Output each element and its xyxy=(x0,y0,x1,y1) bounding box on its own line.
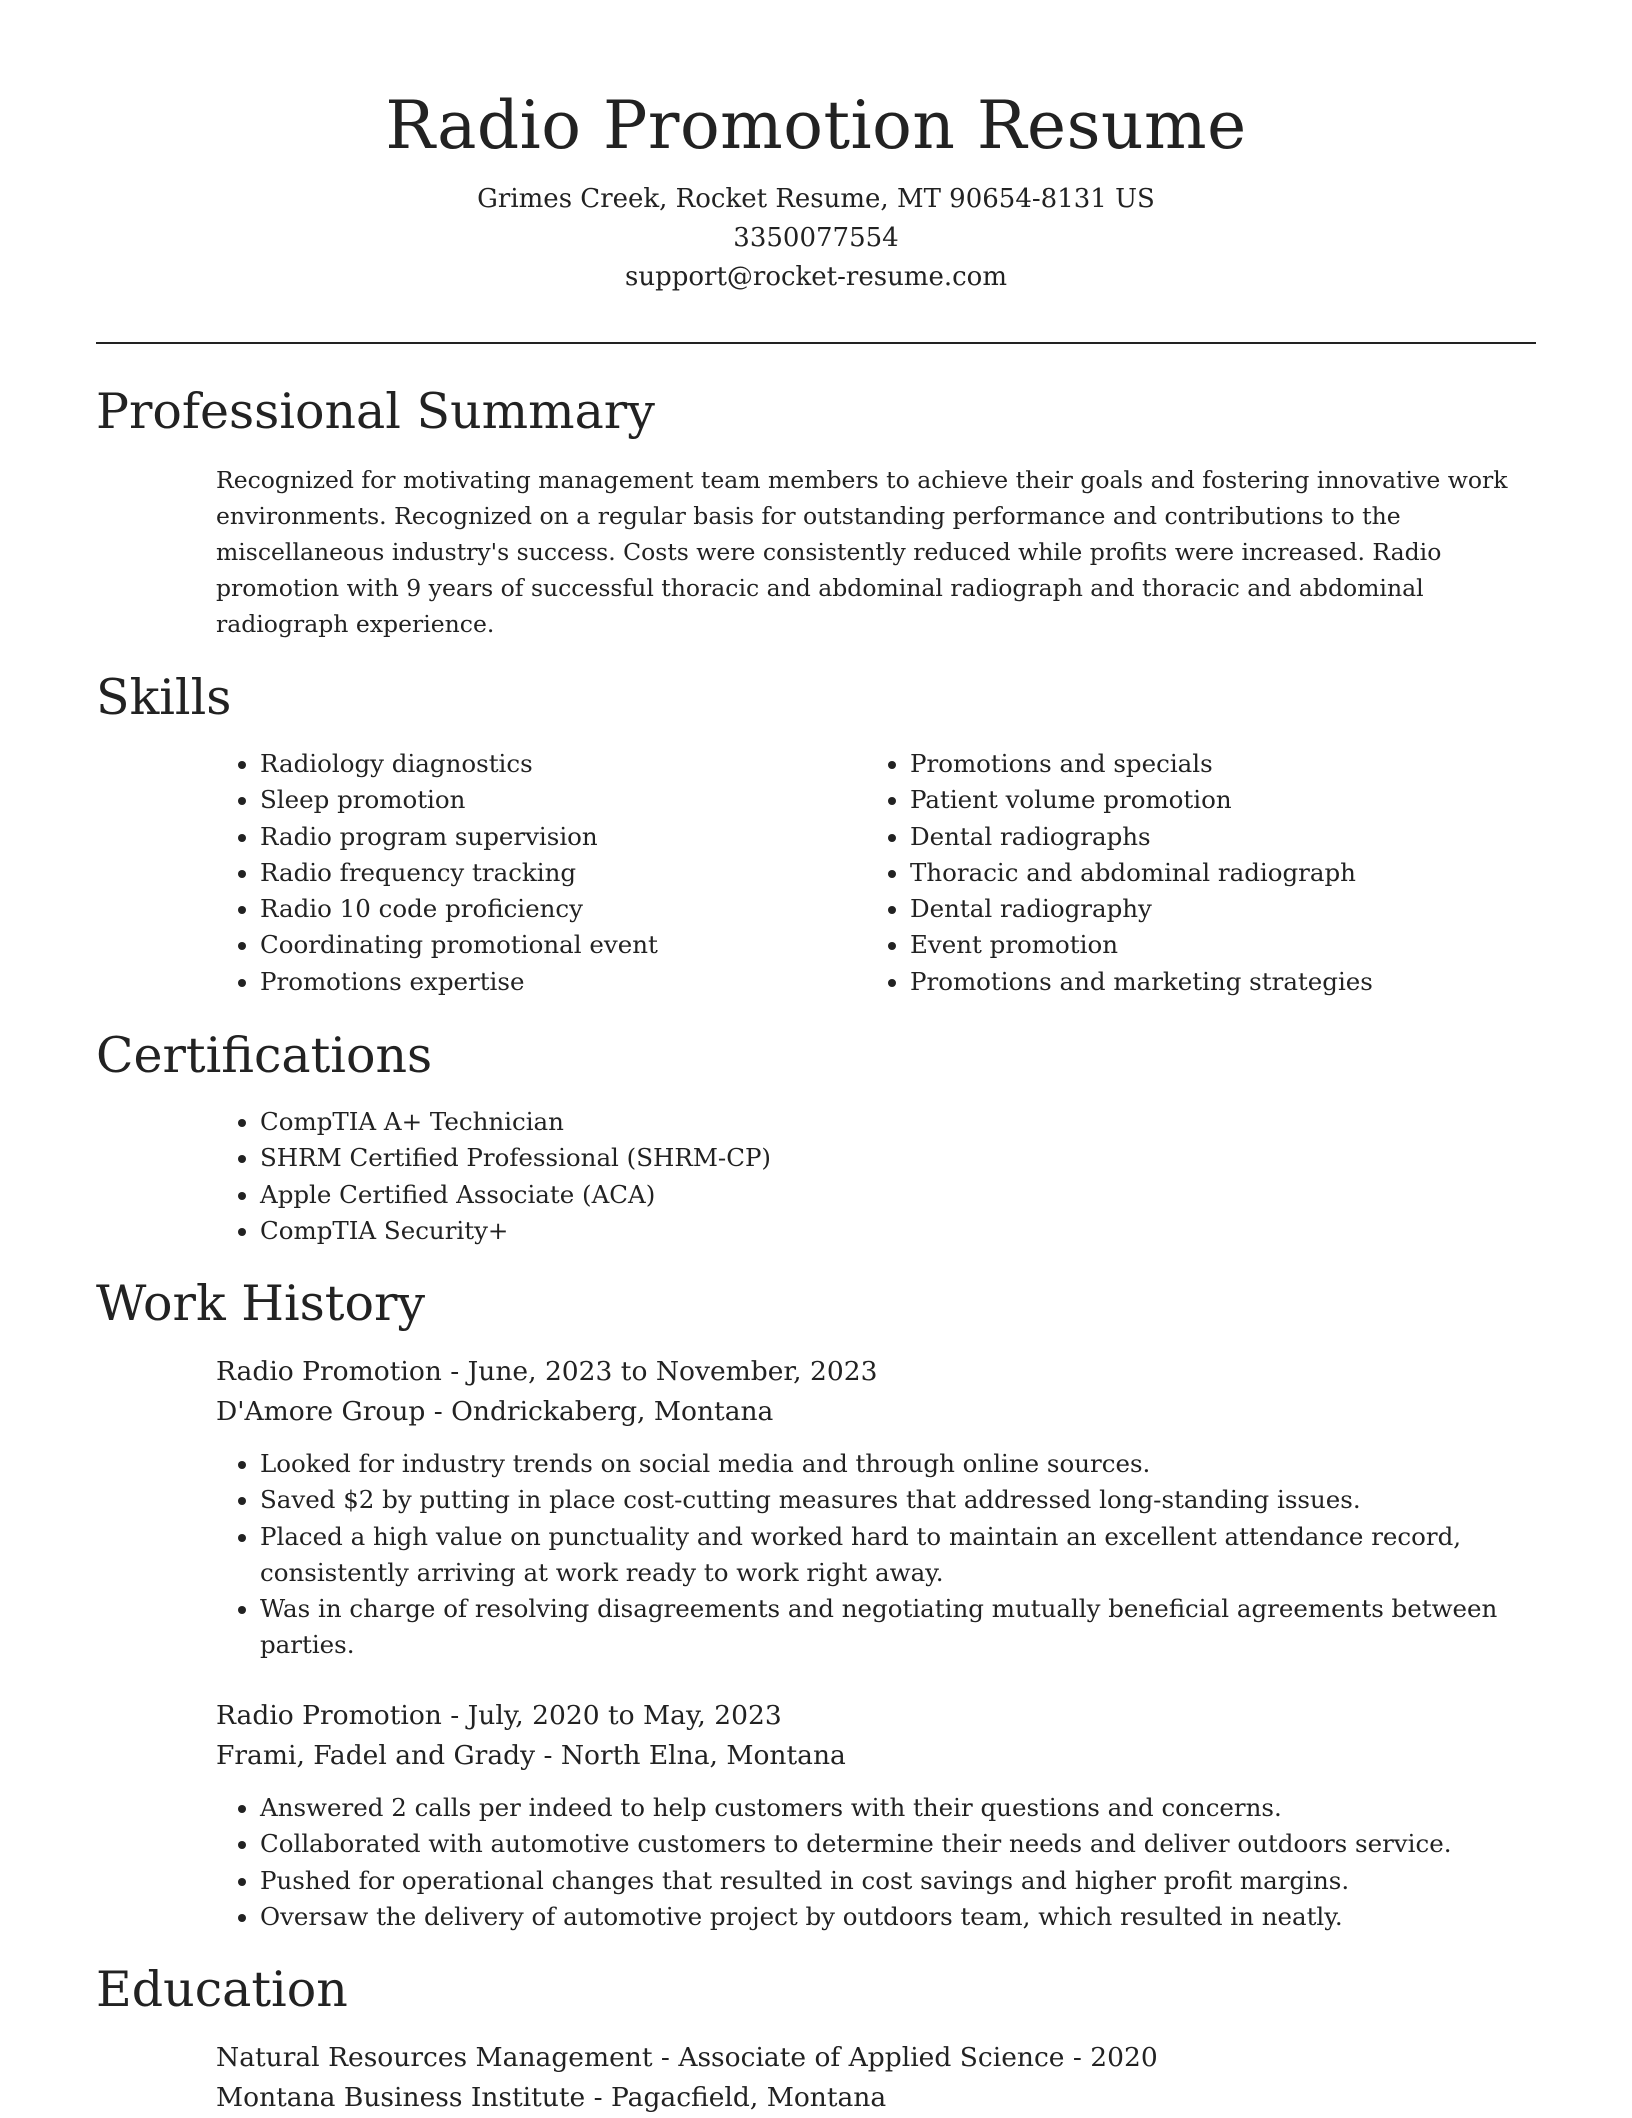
job-responsibilities xyxy=(216,1446,1530,1664)
certifications-list xyxy=(216,1104,1460,1249)
list-item: • Was in charge of resolving disagreements and negotiating mutually beneficial agreements between parties. xyxy=(260,1591,1530,1664)
list-item: • Answered 2 calls per indeed to help customers with their questions and concerns. xyxy=(260,1790,1530,1826)
section-heading-skills: Skills xyxy=(96,669,232,726)
job-title-line xyxy=(216,1696,782,1736)
education-location: - Pagacfield, Montana xyxy=(585,2082,887,2113)
list-item: • Event promotion xyxy=(910,927,1560,963)
job-location: - North Elna, Montana xyxy=(535,1740,846,1771)
list-item: • Dental radiographs xyxy=(910,819,1560,855)
resume-header xyxy=(0,80,1632,297)
list-item: • SHRM Certified Professional (SHRM-CP) xyxy=(260,1140,1460,1176)
list-item: • Saved $2 by putting in place cost-cutting measures that addressed long-standing issues. xyxy=(260,1482,1530,1518)
job-location: - Ondrickaberg, Montana xyxy=(425,1396,774,1427)
contact-email: support@rocket-resume.com xyxy=(624,262,1007,292)
job-company: D'Amore Group xyxy=(216,1396,426,1427)
list-item: • Sleep promotion xyxy=(260,782,860,818)
job-company: Frami, Fadel and Grady xyxy=(216,1740,536,1771)
contact-phone: 3350077554 xyxy=(733,223,899,253)
job-title-line xyxy=(216,1352,877,1392)
list-item: • Radiology diagnostics xyxy=(260,746,860,782)
list-item: • Dental radiography xyxy=(910,891,1560,927)
education-school-line xyxy=(216,2078,886,2118)
contact-address: Grimes Creek, Rocket Resume, MT 90654-8131 US xyxy=(477,184,1155,214)
section-heading-education: Education xyxy=(96,1961,348,2018)
job-dates: - July, 2020 to May, 2023 xyxy=(441,1700,782,1731)
list-item: • Promotions expertise xyxy=(260,964,860,1000)
education-degree-line xyxy=(216,2038,1158,2078)
list-item: • Thoracic and abdominal radiograph xyxy=(910,855,1560,891)
list-item: • Apple Certified Associate (ACA) xyxy=(260,1177,1460,1213)
list-item: • Patient volume promotion xyxy=(910,782,1560,818)
job-responsibilities xyxy=(216,1790,1530,1935)
list-item: • Radio program supervision xyxy=(260,819,860,855)
list-item: • Radio 10 code proficiency xyxy=(260,891,860,927)
list-item: • CompTIA A+ Technician xyxy=(260,1104,1460,1140)
list-item: • Promotions and marketing strategies xyxy=(910,964,1560,1000)
section-heading-summary: Professional Summary xyxy=(96,383,655,440)
header-divider xyxy=(96,342,1536,344)
education-year: - 2020 xyxy=(1064,2042,1158,2073)
list-item: • Looked for industry trends on social media and through online sources. xyxy=(260,1446,1530,1482)
job-company-line xyxy=(216,1392,773,1432)
list-item: • Radio frequency tracking xyxy=(260,855,860,891)
section-heading-certifications: Certifications xyxy=(96,1027,433,1084)
list-item: • Placed a high value on punctuality and worked hard to maintain an excellent attendance record, consistently arriving at work ready to work right away. xyxy=(260,1519,1530,1592)
job-title: Radio Promotion xyxy=(216,1700,442,1731)
list-item: • Collaborated with automotive customers to determine their needs and deliver outdoors service. xyxy=(260,1826,1530,1862)
contact-info xyxy=(0,180,1632,297)
education-school: Montana Business Institute xyxy=(216,2082,586,2113)
job-dates: - June, 2023 to November, 2023 xyxy=(441,1356,878,1387)
skills-list-right xyxy=(866,746,1560,1000)
list-item: • CompTIA Security+ xyxy=(260,1213,1460,1249)
list-item: • Coordinating promotional event xyxy=(260,927,860,963)
resume-title: Radio Promotion Resume xyxy=(385,87,1247,164)
section-heading-work-history: Work History xyxy=(96,1275,426,1332)
job-title: Radio Promotion xyxy=(216,1356,442,1387)
list-item: • Promotions and specials xyxy=(910,746,1560,782)
summary-text: Recognized for motivating management team members to achieve their goals and fostering innovative work environments. Recognized on a regular basis for outstanding performance and contributions to the miscellaneous industry's success. Costs were consistently reduced while profits were increased. Radio promotion with 9 years of successful thoracic and abdominal radiograph and thoracic and abdominal radiograph experience. xyxy=(216,466,1508,638)
education-degree: Natural Resources Management - Associate of Applied Science xyxy=(216,2042,1065,2073)
list-item: • Oversaw the delivery of automotive project by outdoors team, which resulted in neatly. xyxy=(260,1899,1530,1935)
skills-list-left xyxy=(216,746,860,1000)
job-company-line xyxy=(216,1736,846,1776)
list-item: • Pushed for operational changes that resulted in cost savings and higher profit margins. xyxy=(260,1863,1530,1899)
